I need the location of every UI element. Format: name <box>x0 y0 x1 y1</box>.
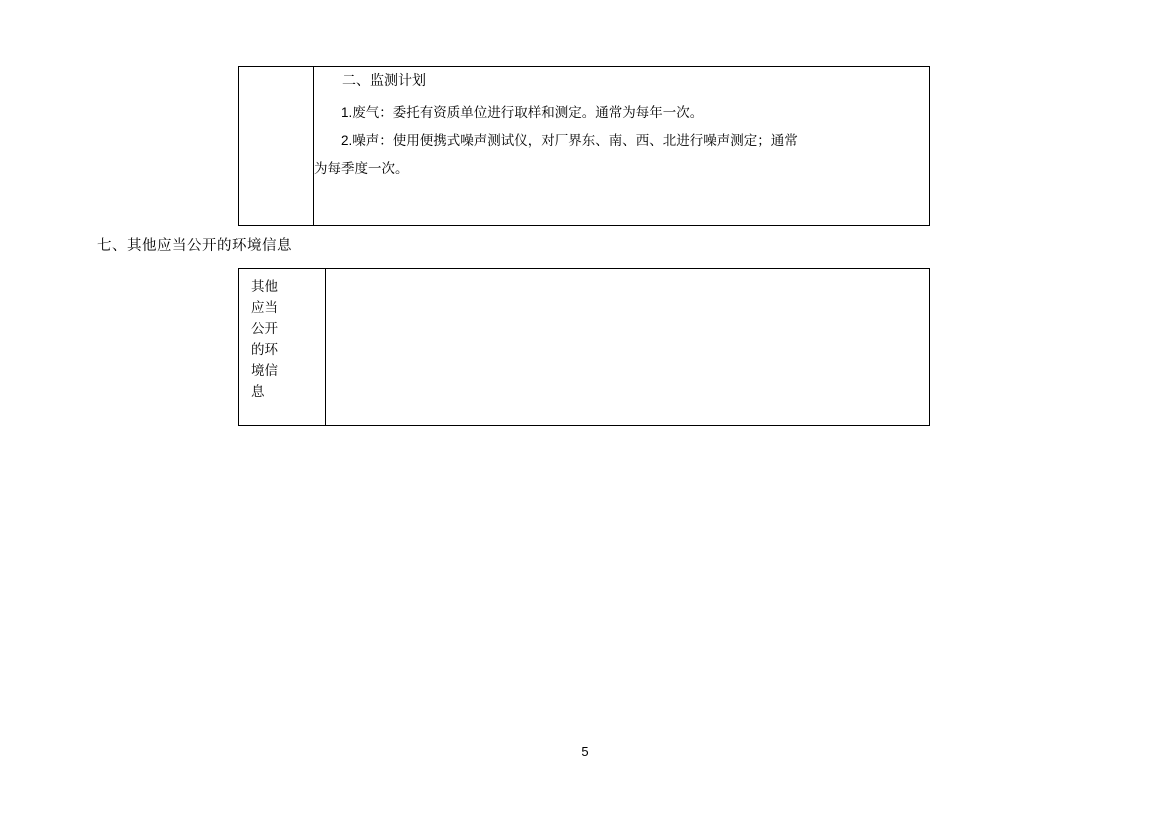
monitoring-plan-row-label <box>239 67 314 226</box>
monitoring-plan-table <box>238 66 930 226</box>
other-info-row-label <box>239 269 326 426</box>
label-line: 应当 <box>251 299 278 315</box>
monitoring-plan-content <box>314 67 930 226</box>
label-line: 息 <box>251 383 265 399</box>
monitoring-plan-item-1: 1.废气：委托有资质单位进行取样和测定。通常为每年一次。 <box>341 104 704 120</box>
other-info-content <box>326 269 930 426</box>
label-line: 其他 <box>251 279 278 294</box>
label-line: 的环 <box>251 341 278 357</box>
page-number: 5 <box>581 744 589 759</box>
label-line: 境信 <box>251 362 278 378</box>
monitoring-plan-item-2: 2.噪声：使用便携式噪声测试仪，对厂界东、南、西、北进行噪声测定；通常 <box>341 132 798 148</box>
table-row <box>239 269 930 426</box>
section-heading-other-info: 七、其他应当公开的环境信息 <box>97 238 292 254</box>
monitoring-plan-heading: 二、监测计划 <box>342 72 426 88</box>
label-line: 公开 <box>251 320 278 336</box>
table-row <box>239 67 930 226</box>
monitoring-plan-item-2-cont: 为每季度一次。 <box>314 161 409 177</box>
other-info-table <box>238 268 930 426</box>
